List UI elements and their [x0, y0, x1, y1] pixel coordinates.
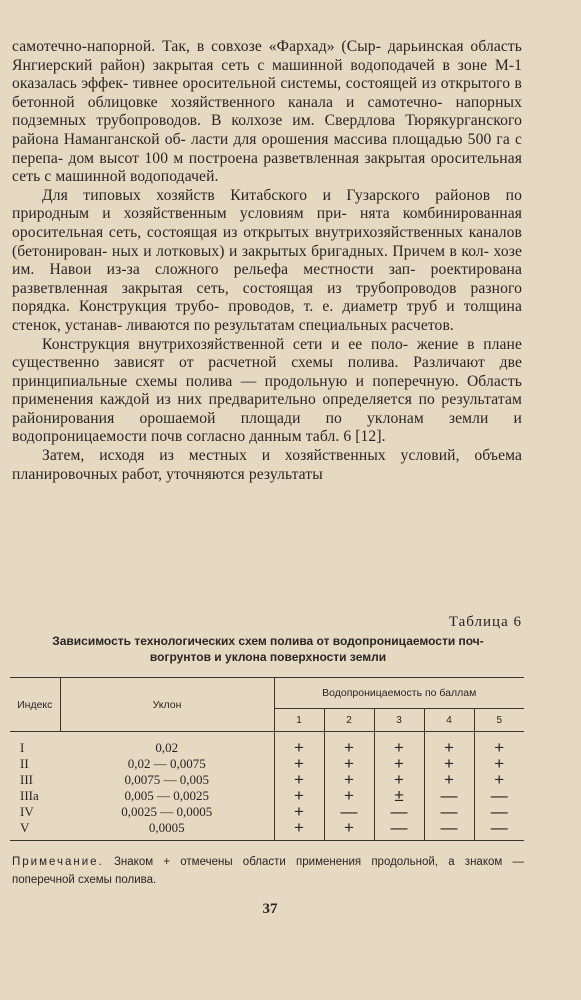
irrigation-scheme-table — [10, 677, 524, 841]
table-row — [10, 732, 524, 757]
row-index: IV — [20, 804, 34, 819]
header-score: 5 — [474, 709, 524, 732]
row-mark: — — [490, 802, 508, 821]
row-mark: — — [490, 786, 508, 805]
text-line: из них предварительно определяется по результатам — [156, 391, 522, 409]
row-slope: 0,0025 — 0,0005 — [60, 804, 274, 820]
row-mark: + — [274, 788, 324, 804]
row-mark: — — [424, 788, 474, 804]
body-text — [12, 38, 522, 484]
table-title-line-1: Зависимость технологических схем полива от водопроницаемости поч- — [52, 634, 484, 648]
header-slope: Уклон — [60, 678, 274, 732]
row-mark: + — [274, 732, 324, 757]
text-line: районирования орошаемой площади по уклонам земли и — [12, 409, 522, 427]
table-label: Таблица 6 — [448, 614, 522, 630]
row-mark: + — [274, 772, 324, 788]
row-mark: + — [374, 772, 424, 788]
page-number: 37 — [262, 901, 278, 917]
text-line: бетонной облицовке хозяйственного канала и самотечно- — [12, 93, 443, 111]
paragraph-2 — [12, 187, 522, 336]
text-line: роектирована разветвленная закрытая сеть, состоящая — [12, 261, 522, 297]
row-slope: 0,02 — 0,0075 — [60, 756, 274, 772]
header-score: 4 — [424, 709, 474, 732]
text-line: самотечно-напорной. Так, в совхозе «Фархад» (Сыр- — [12, 38, 381, 55]
text-line: оросительная сеть с машинной водоподачей. — [12, 149, 523, 186]
row-mark: — — [424, 820, 474, 841]
text-line: районов по природным и хозяйственным условиям при- — [12, 186, 522, 223]
paragraph-1 — [12, 38, 522, 187]
row-mark: — — [374, 820, 424, 841]
row-mark: + — [324, 772, 374, 788]
row-mark: + — [324, 820, 374, 841]
row-mark: + — [424, 732, 474, 757]
table-title-line-2: вогрунтов и уклона поверхности земли — [149, 650, 387, 664]
header-score: 2 — [324, 709, 374, 732]
row-slope: 0,02 — [60, 732, 274, 757]
row-mark: — — [374, 804, 424, 820]
row-mark: + — [324, 788, 374, 804]
text-line: объема планировочных работ, уточняются результаты — [12, 447, 522, 483]
text-line: тивнее оросительной системы, состоящей из открытого в — [132, 75, 523, 93]
row-index: II — [20, 756, 29, 771]
row-mark: + — [494, 770, 505, 789]
text-line: Конструкция внутрихозяйственной сети и ее поло- — [42, 335, 409, 353]
table-note — [12, 853, 524, 889]
table-body — [10, 732, 524, 841]
text-line: Для типовых хозяйств Китабского и Гузарского — [42, 186, 420, 204]
text-line: нята комбинированная оросительная сеть, состоящая из — [12, 205, 523, 241]
table-row — [10, 820, 524, 841]
text-line: ласти для орошения массива площадью 500 га с перепа- — [12, 130, 523, 167]
row-index: IIIa — [20, 788, 39, 803]
row-mark: + — [374, 732, 424, 757]
text-line: напорных подземных трубопроводов. В колхозе им. — [12, 93, 522, 130]
row-mark: + — [374, 756, 424, 772]
note-text: Знаком + отмечены области применения продольной, а знаком — поперечной схемы полива. — [12, 856, 524, 886]
row-slope: 0,005 — 0,0025 — [60, 788, 274, 804]
row-mark: + — [424, 772, 474, 788]
note-label: Примечание. — [12, 856, 104, 868]
row-mark: + — [274, 756, 324, 772]
paragraph-4 — [12, 447, 522, 484]
row-mark: + — [494, 738, 505, 757]
row-index: I — [20, 740, 25, 755]
text-line: проводов, т. е. диаметр труб и толщина стенок, устанав- — [12, 298, 522, 334]
row-mark: — — [474, 820, 524, 841]
row-mark: — — [424, 804, 474, 820]
text-line: водопроницаемости почв согласно данным табл. 6 [12]. — [12, 428, 386, 446]
text-line: хозе им. Навои из-за сложного рельефа местности зап- — [12, 242, 523, 279]
table-title — [12, 633, 524, 665]
header-index: Индекс — [10, 678, 60, 732]
text-line: открытых внутрихозяйственных каналов (бетонирован- — [12, 223, 523, 260]
row-mark: + — [274, 820, 324, 841]
row-slope: 0,0005 — [60, 820, 274, 841]
header-score: 1 — [274, 709, 324, 732]
text-line: Затем, исходя из местных и хозяйственных условий, — [42, 447, 460, 465]
row-mark: + — [324, 756, 374, 772]
text-line: ных и лотковых) и закрытых бригадных. Причем в кол- — [111, 242, 490, 260]
text-line: дом высот 100 м построена разветвленная закрытая — [68, 149, 426, 167]
text-line: дарьинская область Янгиерский район) закрытая сеть — [12, 38, 523, 74]
text-line: Свердлова Тюрякурганского района Наманганской об- — [12, 112, 523, 148]
row-mark: + — [274, 804, 324, 820]
row-slope: 0,0075 — 0,005 — [60, 772, 274, 788]
row-mark: ± — [374, 788, 424, 804]
paragraph-3 — [12, 336, 522, 448]
row-index: V — [10, 820, 60, 841]
text-line: ливаются по результатам специальных расчетов. — [126, 316, 454, 334]
row-mark: — — [324, 804, 374, 820]
row-mark: + — [424, 756, 474, 772]
text-line: с машинной водоподачей в зоне М-1 оказалась эффек- — [12, 56, 523, 93]
row-mark: + — [324, 732, 374, 757]
row-mark: + — [494, 754, 505, 773]
row-index: III — [20, 772, 33, 787]
header-score: 3 — [374, 709, 424, 732]
text-line: из трубопроводов разного порядка. Конструкция трубо- — [12, 279, 523, 316]
text-line: продольную и поперечную. Область применения каждой — [12, 372, 523, 409]
header-permeability: Водопроницаемость по баллам — [274, 678, 524, 709]
text-line: жение в плане существенно зависят от расчетной схемы — [12, 335, 523, 372]
text-line: полива. Различают две принципиальные схемы полива — — [12, 354, 523, 390]
